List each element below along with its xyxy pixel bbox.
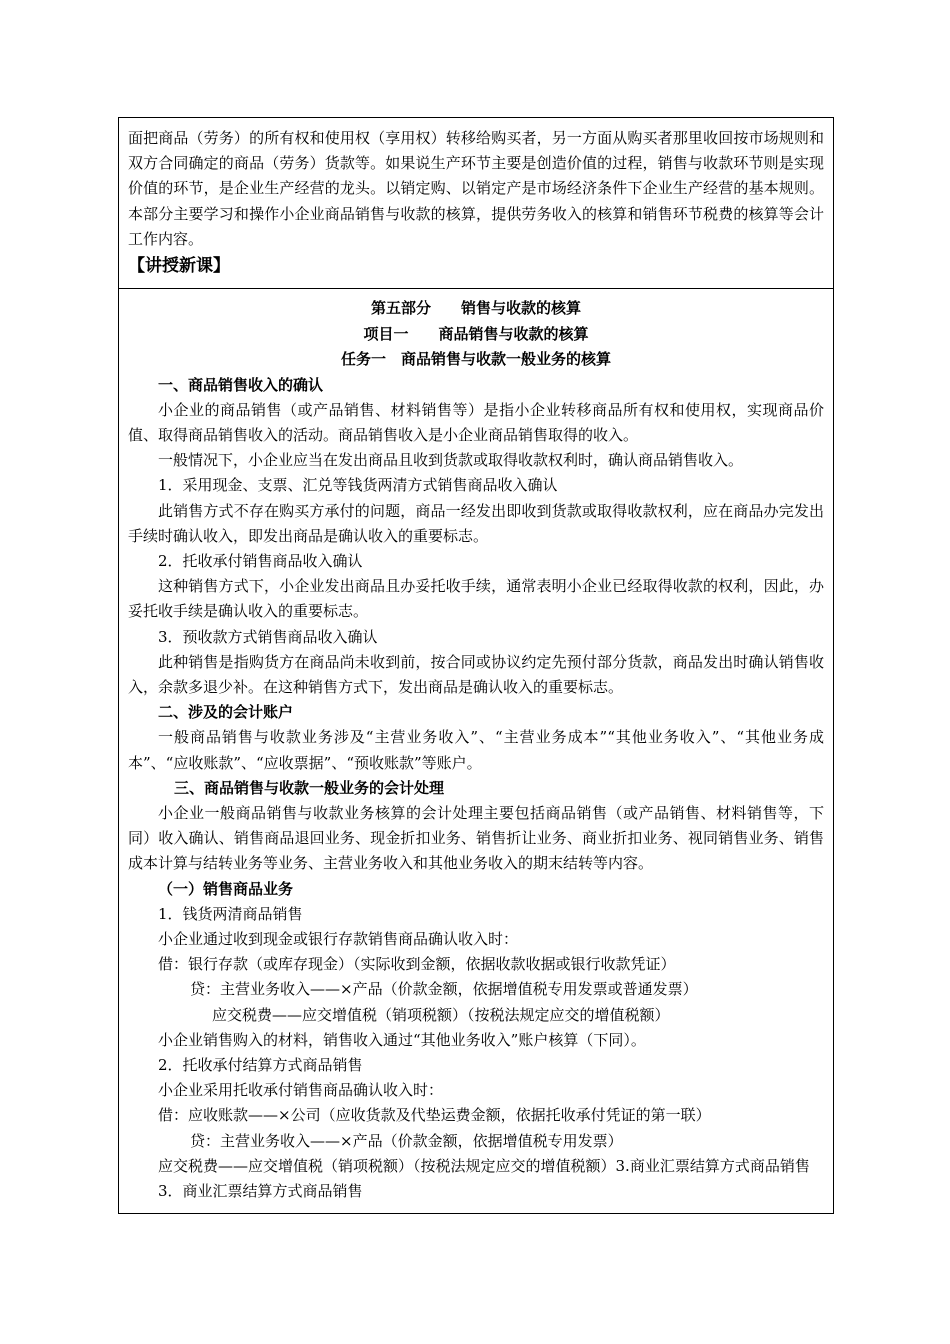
section3-text: 小企业一般商品销售与收款业务核算的会计处理主要包括商品销售（或产品销售、材料销售等，下同）收入确认、销售商品退回业务、现金折扣业务、销售折让业务、商业折扣业务、视同销售业务、销售成本计算与结转业务等业务、主营业务收入和其他业务收入的期末结转等内容。 <box>128 803 824 873</box>
part-title: 第五部分 销售与收款的核算 <box>370 299 581 317</box>
s2-intro: 小企业采用托收承付销售商品确认收入时： <box>158 1081 444 1100</box>
s2-credit2: 应交税费——应交增值税（销项税额）（按税法规定应交的增值税额）3.商业汇票结算方式商品销售 <box>158 1156 810 1175</box>
section1-item3-text: 此种销售是指购货方在商品尚未收到前，按合同或协议约定先预付部分货款，商品发出时确认销售收入，余款多退少补。在这种销售方式下，发出商品是确认收入的重要标志。 <box>128 652 824 696</box>
intro-cell <box>128 126 824 280</box>
section1-item2-title: 2．托收承付销售商品收入确认 <box>158 551 363 570</box>
section1-item1-text: 此销售方式不存在购买方承付的问题，商品一经发出即收到货款或取得收款权利，应在商品办完发出手续时确认收入，即发出商品是确认收入的重要标志。 <box>128 501 824 545</box>
s1-debit: 借：银行存款（或库存现金）（实际收到金额，依据收款收据或银行收款凭证） <box>158 955 676 974</box>
s1-credit1: 贷：主营业务收入——×产品（价款金额，依据增值税专用发票或普通发票） <box>190 980 698 999</box>
project-title: 项目一 商品销售与收款的核算 <box>363 324 589 343</box>
s1-credit2: 应交税费——应交增值税（销项税额）（按税法规定应交的增值税额） <box>212 1005 670 1024</box>
section1-p1: 小企业的商品销售（或产品销售、材料销售等）是指小企业转移商品所有权和使用权，实现商品价值、取得商品销售收入的活动。商品销售收入是小企业商品销售取得的收入。 <box>128 400 824 444</box>
section2-text: 一般商品销售与收款业务涉及“主营业务收入”、“主营业务成本”“其他业务收入”、“其他业务成本”、“应收账款”、“应收票据”、“预收账款”等账户。 <box>128 728 824 772</box>
section3-sub-heading: （一）销售商品业务 <box>158 879 294 898</box>
s2-credit1: 贷：主营业务收入——×产品（价款金额，依据增值税专用发票） <box>190 1131 623 1150</box>
task-title: 任务一 商品销售与收款一般业务的核算 <box>340 350 611 368</box>
new-lesson-heading: 【讲授新课】 <box>128 256 230 277</box>
section3-heading: 三、商品销售与收款一般业务的会计处理 <box>174 778 445 797</box>
content-table <box>118 117 834 1214</box>
section1-item3-title: 3．预收款方式销售商品收入确认 <box>158 627 378 646</box>
lesson-cell <box>128 294 824 1204</box>
section2-heading: 二、涉及的会计账户 <box>158 703 294 722</box>
section1-heading: 一、商品销售收入的确认 <box>158 375 324 394</box>
s1-intro: 小企业通过收到现金或银行存款销售商品确认收入时： <box>158 929 519 948</box>
section1-item2-text: 这种销售方式下，小企业发出商品且办妥托收手续，通常表明小企业已经取得收款的权利，因此，办妥托收手续是确认收入的重要标志。 <box>128 577 824 621</box>
s2-title: 2．托收承付结算方式商品销售 <box>158 1055 363 1074</box>
s1-title: 1．钱货两清商品销售 <box>158 904 303 923</box>
section1-p2: 一般情况下，小企业应当在发出商品且收到货款或取得收款权利时，确认商品销售收入。 <box>158 451 744 470</box>
section1-item1-title: 1．采用现金、支票、汇兑等钱货两清方式销售商品收入确认 <box>158 476 558 495</box>
s3-title: 3．商业汇票结算方式商品销售 <box>158 1182 363 1200</box>
table-row-divider <box>119 288 833 289</box>
s2-debit: 借：应收账款——×公司（应收货款及代垫运费金额，依据托收承付凭证的第一联） <box>158 1106 711 1125</box>
intro-paragraph: 面把商品（劳务）的所有权和使用权（享用权）转移给购买者，另一方面从购买者那里收回按市场规则和双方合同确定的商品（劳务）货款等。如果说生产环节主要是创造价值的过程，销售与收款环节则是实现价值的环节，是企业生产经营的龙头。以销定购、以销定产是市场经济条件下企业生产经营的基本规则。本部分主要学习和操作小企业商品销售与收款的核算，提供劳务收入的核算和销售环节税费的核算等会计工作内容。 <box>128 129 824 248</box>
title-block <box>128 294 824 373</box>
s1-note: 小企业销售购入的材料，销售收入通过“其他业务收入”账户核算（下同）。 <box>158 1030 646 1049</box>
